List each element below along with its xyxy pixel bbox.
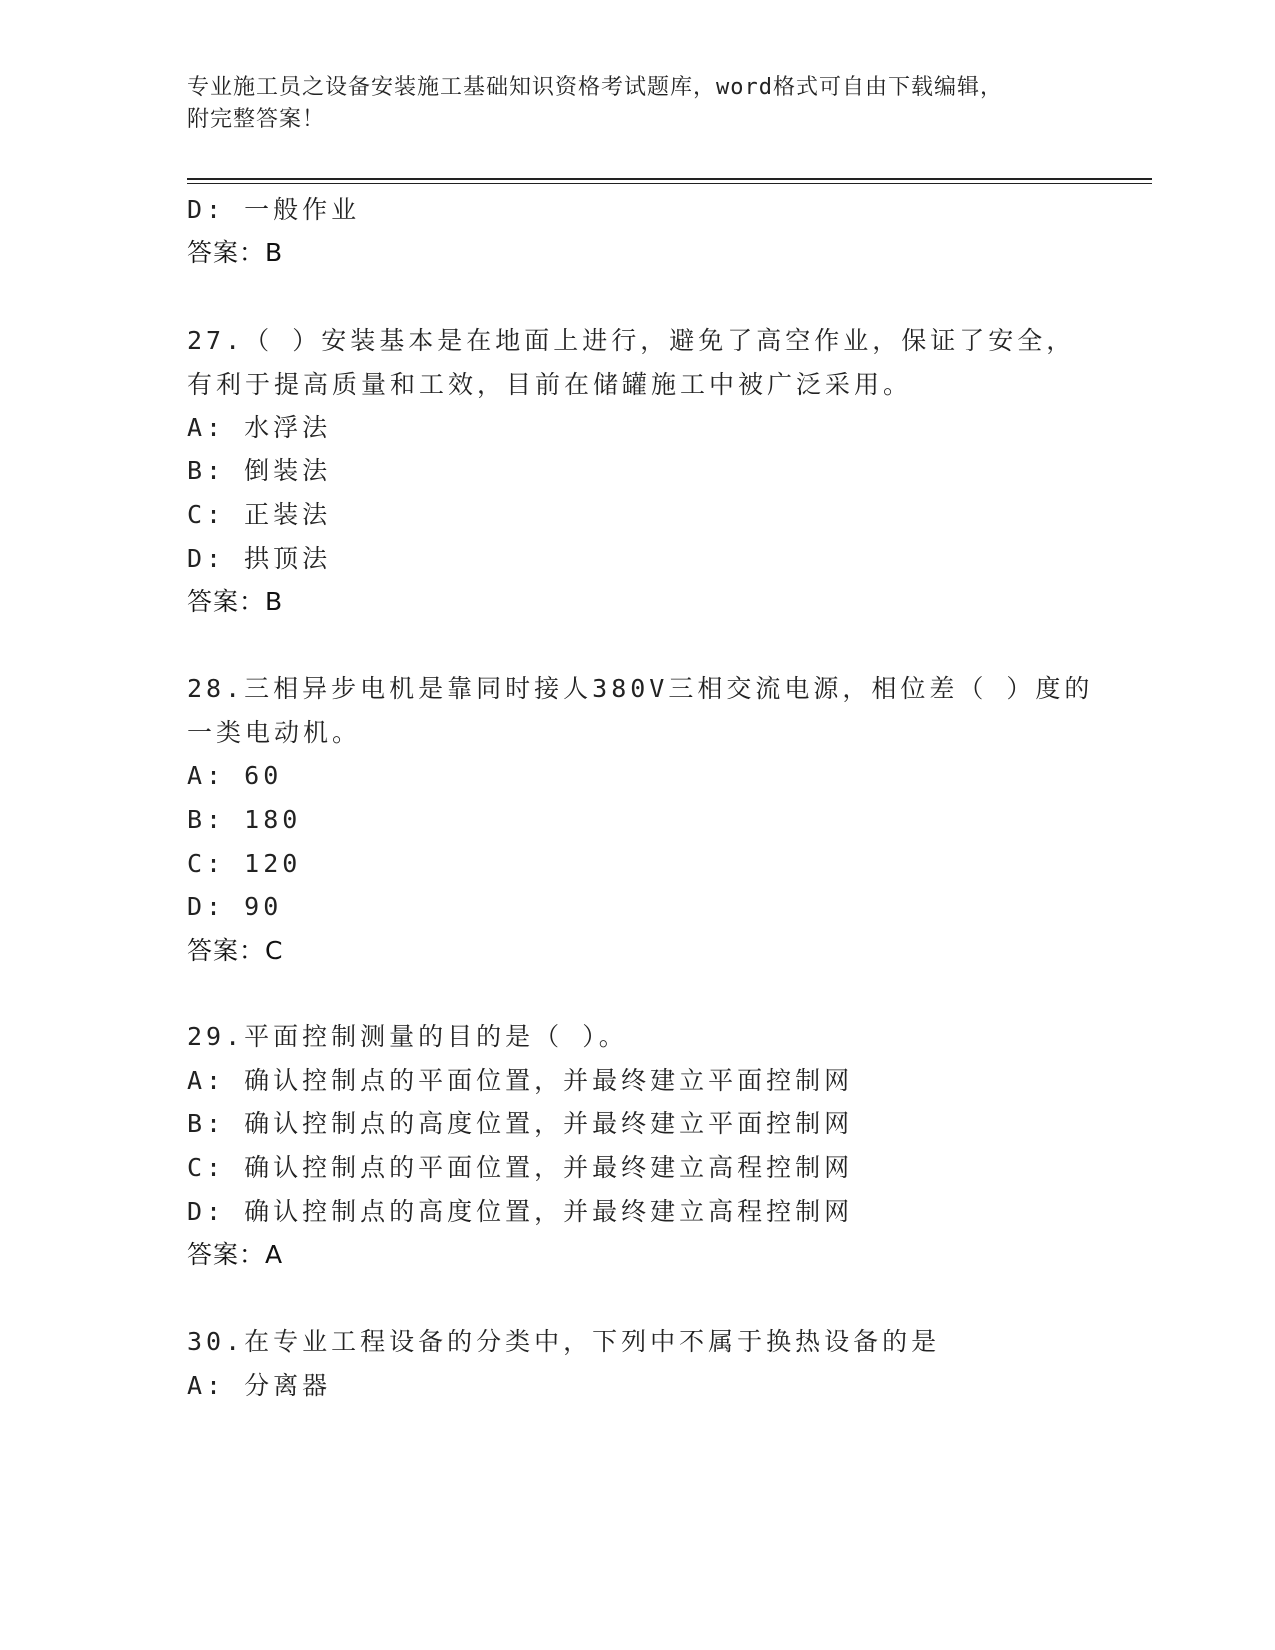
question-30-stem-line1: 30.在专业工程设备的分类中，下列中不属于换热设备的是 — [187, 1327, 941, 1356]
header-title-line2: 附完整答案！ — [187, 107, 326, 132]
question-27-option-a: A: 水浮法 — [187, 413, 332, 442]
document-header — [187, 72, 1107, 136]
header-divider-thick — [187, 178, 1152, 180]
question-28-answer: 答案：C — [187, 936, 284, 965]
question-28-stem-line2: 一类电动机。 — [187, 718, 362, 747]
header-title-line1: 专业施工员之设备安装施工基础知识资格考试题库，word格式可自由下载编辑， — [187, 75, 1003, 100]
question-29-answer: 答案：A — [187, 1240, 284, 1269]
prev-question-option-d: D: 一般作业 — [187, 195, 361, 224]
question-27-stem-line2: 有利于提高质量和工效，目前在储罐施工中被广泛采用。 — [187, 370, 913, 399]
question-27-answer: 答案：B — [187, 587, 284, 616]
question-27-stem-line1: 27.（ ）安装基本是在地面上进行，避免了高空作业，保证了安全， — [187, 326, 1076, 355]
header-divider-thin — [187, 183, 1152, 184]
question-27-option-b: B: 倒装法 — [187, 456, 332, 485]
question-29-option-c: C: 确认控制点的平面位置，并最终建立高程控制网 — [187, 1153, 854, 1182]
question-28-option-d: D: 90 — [187, 892, 283, 921]
question-29-stem-line1: 29.平面控制测量的目的是（ ）。 — [187, 1022, 628, 1051]
question-28-stem-line1: 28.三相异步电机是靠同时接人380V三相交流电源，相位差（ ）度的 — [187, 674, 1094, 703]
question-27-option-c: C: 正装法 — [187, 500, 332, 529]
question-28-option-c: C: 120 — [187, 849, 302, 878]
prev-question-answer: 答案：B — [187, 238, 284, 267]
question-30-option-a: A: 分离器 — [187, 1371, 332, 1400]
question-29-option-d: D: 确认控制点的高度位置，并最终建立高程控制网 — [187, 1197, 854, 1226]
question-28-option-b: B: 180 — [187, 805, 302, 834]
question-28-option-a: A: 60 — [187, 761, 283, 790]
question-29-option-b: B: 确认控制点的高度位置，并最终建立平面控制网 — [187, 1109, 854, 1138]
question-29-option-a: A: 确认控制点的平面位置，并最终建立平面控制网 — [187, 1066, 854, 1095]
question-27-option-d: D: 拱顶法 — [187, 544, 332, 573]
